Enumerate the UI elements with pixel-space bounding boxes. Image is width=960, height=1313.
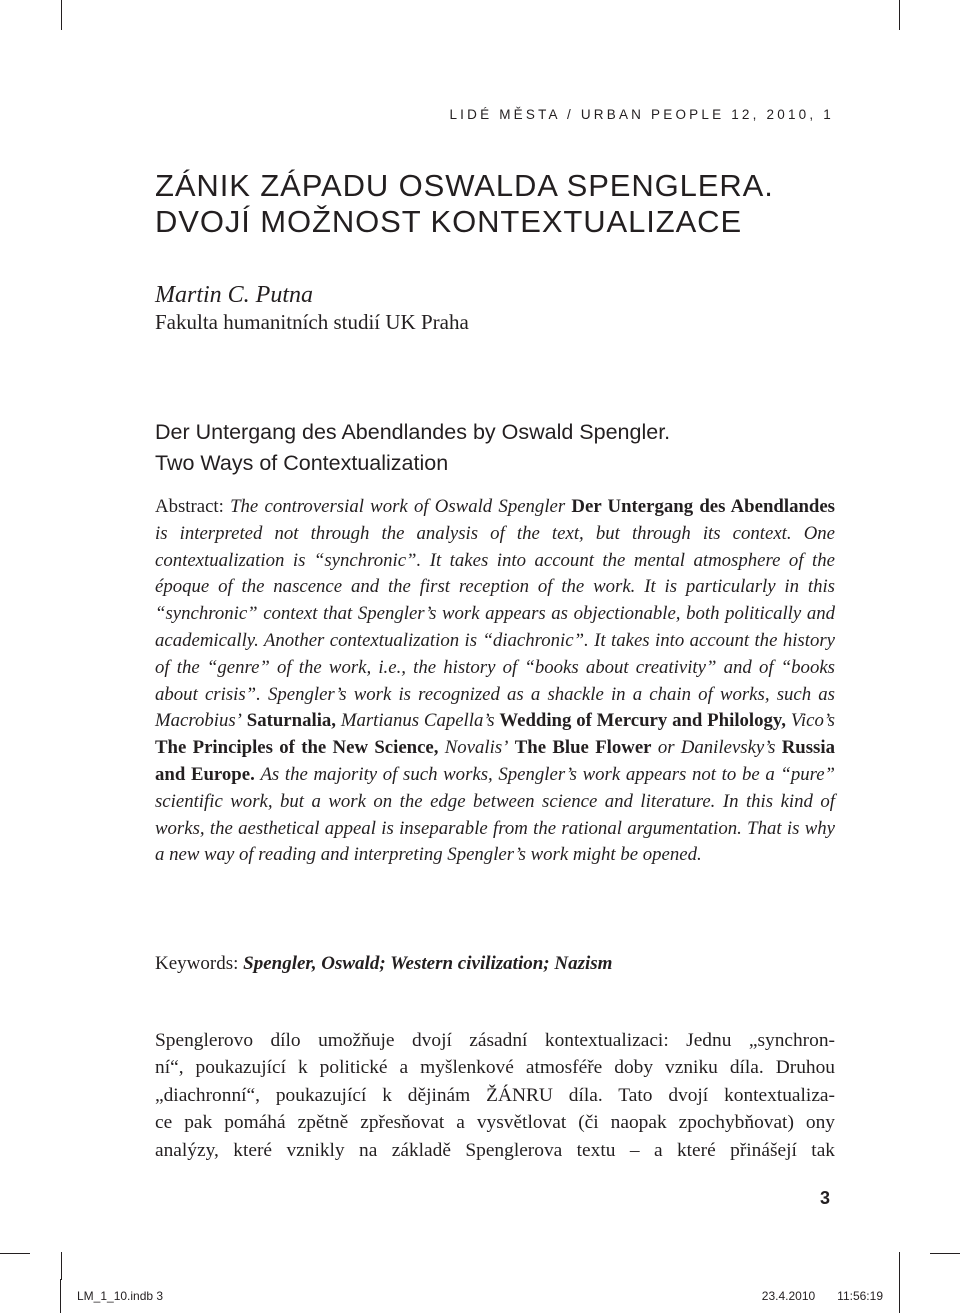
print-slug (60, 1279, 900, 1313)
slug-timestamp (762, 1289, 883, 1303)
body-line-1: Spenglerovo dílo umožňuje dvojí zásadní kontextualizaci: Jednu „synchron- (155, 1030, 835, 1051)
crop-mark-left-horizontal (0, 1253, 30, 1254)
author-affiliation: Fakulta humanitních studií UK Praha (155, 310, 469, 334)
crop-mark-bottom-left (61, 1252, 62, 1280)
abstract-s8: The Principles of the New Science, (155, 737, 439, 759)
abstract-s6: Wedding of Mercury and Philology, (499, 710, 786, 732)
author-name: Martin C. Putna (155, 282, 314, 308)
crop-mark-top-right (899, 0, 900, 30)
abstract-s1: The controversial work of Oswald Spengler (230, 496, 566, 517)
print-slug-box (60, 1279, 900, 1313)
body-line-3: „diachronní“, poukazující k dějinám ŽÁNRU díla. Tato dvojí kontextualiza- (155, 1084, 835, 1106)
body-line-4: ce pak pomáhá zpětně zpřesňovat a vysvětlovat (či naopak zpochybňovat) ony (155, 1112, 835, 1134)
abstract (155, 494, 835, 869)
keywords-value: Spengler, Oswald; Western civilization; Nazism (243, 953, 613, 974)
slug-date: 23.4.2010 (761, 1289, 816, 1303)
slug-file: LM_1_10.indb 3 (77, 1289, 164, 1303)
english-title-line-1: Der Untergang des Abendlandes by Oswald Spengler. (155, 420, 671, 444)
keywords-label: Keywords: (155, 953, 239, 974)
english-title (155, 417, 670, 479)
abstract-s3: is interpreted not through the analysis of the text, but through its context. One contextualization is “synchronic”. It takes into account the mental atmosphere of the époque of the nascence and the first reception of the work. It is particularly in this “synchronic” context that Spengler’s work appears as objectionable, both politically and academically. Another contextualization is “diachronic”. It takes into account the history of the “genre” of the work, i.e., the history of “books about creativity” and of “books about crisis”. Spengler’s work is recognized as a shackle in a chain of works, such as Macrobius’ (155, 522, 835, 732)
keywords (155, 950, 612, 978)
page-number: 3 (820, 1188, 831, 1208)
article-title (155, 168, 845, 240)
abstract-s13: As the majority of such works, Spengler’s work appears not to be a “pure” scientific work, but a work on the edge between science and literature. In this kind of works, the aesthetical appeal is inseparable from the rational argumentation. That is why a new way of reading and interpreting Spengler’s work might be opened. (155, 763, 835, 866)
body-line-2: ní“, poukazující k politické a myšlenkové atmosféře doby vzniku díla. Druhou (155, 1057, 835, 1079)
abstract-s11: or Danilevsky’s (657, 737, 776, 759)
title-line-1: ZÁNIK ZÁPADU OSWALDA SPENGLERA. (155, 168, 774, 203)
abstract-s10: The Blue Flower (514, 737, 652, 759)
slug-time: 11:56:19 (837, 1289, 883, 1303)
abstract-s5: Martianus Capella’s (340, 710, 495, 732)
abstract-s2: Der Untergang des Abendlandes (571, 496, 835, 517)
english-title-line-2: Two Ways of Contextualization (155, 451, 449, 475)
crop-mark-top-left (61, 0, 62, 30)
abstract-s9: Novalis’ (444, 737, 509, 759)
abstract-s7: Vico’s (790, 710, 835, 732)
title-line-2: DVOJÍ MOŽNOST KONTEXTUALIZACE (155, 204, 743, 239)
abstract-s4: Saturnalia, (246, 710, 336, 732)
crop-mark-right-horizontal (930, 1253, 960, 1254)
body-line-5: analýzy, které vznikly na základě Spenglerova textu – a které přinášejí tak (155, 1139, 835, 1161)
crop-mark-bottom-right (899, 1252, 900, 1280)
body-text (155, 1027, 835, 1164)
abstract-s12: Russia and Europe. (155, 737, 835, 785)
running-head: LIDÉ MĚSTA / URBAN PEOPLE 12, 2010, 1 (449, 107, 834, 122)
abstract-label: Abstract: (155, 496, 224, 517)
